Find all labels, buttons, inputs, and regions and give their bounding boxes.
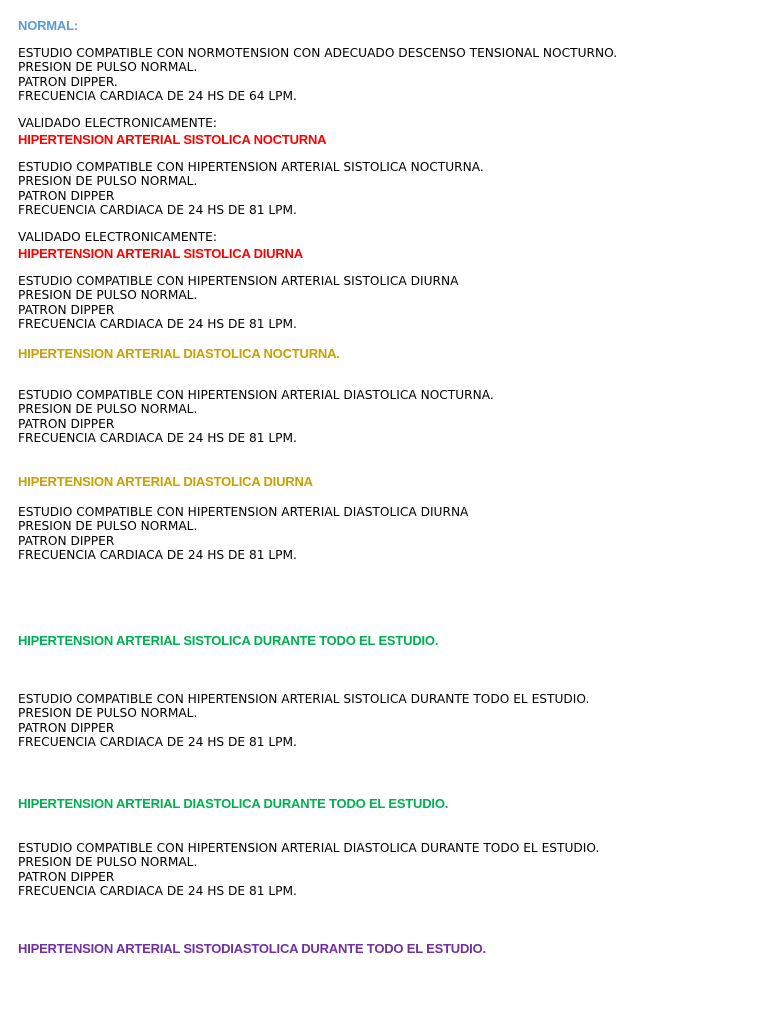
report-line: PATRON DIPPER. (18, 74, 118, 89)
report-line: ESTUDIO COMPATIBLE CON HIPERTENSION ARTERIAL DIASTOLICA NOCTURNA. (18, 388, 494, 402)
report-line: PATRON DIPPER (18, 720, 115, 735)
report-line: PATRON DIPPER (18, 533, 115, 548)
report-line: PATRON DIPPER (18, 416, 115, 431)
heading-sistolica-nocturna: HIPERTENSION ARTERIAL SISTOLICA NOCTURNA (18, 132, 327, 147)
report-line: ESTUDIO COMPATIBLE CON HIPERTENSION ARTERIAL DIASTOLICA DURANTE TODO EL ESTUDIO. (18, 841, 600, 855)
normal-report-text (18, 46, 617, 103)
report-line: FRECUENCIA CARDIACA DE 24 HS DE 81 LPM. (18, 430, 297, 445)
report-line: PRESION DE PULSO NORMAL. (18, 60, 198, 75)
diastolica-nocturna-report-text (18, 388, 494, 445)
report-line: FRECUENCIA CARDIACA DE 24 HS DE 81 LPM. (18, 734, 297, 749)
report-line: FRECUENCIA CARDIACA DE 24 HS DE 64 LPM. (18, 88, 297, 103)
report-line: PATRON DIPPER (18, 869, 115, 884)
report-line: PATRON DIPPER (18, 302, 115, 317)
report-line: PRESION DE PULSO NORMAL. (18, 174, 198, 189)
heading-diastolica-todo-estudio: HIPERTENSION ARTERIAL DIASTOLICA DURANTE TODO EL ESTUDIO. (18, 796, 449, 811)
validated-label: VALIDADO ELECTRONICAMENTE: (18, 230, 217, 244)
report-line: PRESION DE PULSO NORMAL. (18, 706, 198, 721)
report-line: ESTUDIO COMPATIBLE CON HIPERTENSION ARTERIAL SISTOLICA NOCTURNA. (18, 160, 484, 174)
diastolica-diurna-report-text (18, 505, 468, 562)
report-line: PRESION DE PULSO NORMAL. (18, 402, 198, 417)
report-line: PRESION DE PULSO NORMAL. (18, 855, 198, 870)
report-line: PRESION DE PULSO NORMAL. (18, 288, 198, 303)
report-line: PRESION DE PULSO NORMAL. (18, 519, 198, 534)
diastolica-todo-report-text (18, 841, 599, 898)
report-line: ESTUDIO COMPATIBLE CON NORMOTENSION CON ADECUADO DESCENSO TENSIONAL NOCTURNO. (18, 46, 618, 60)
report-line: ESTUDIO COMPATIBLE CON HIPERTENSION ARTERIAL SISTOLICA DURANTE TODO EL ESTUDIO. (18, 692, 590, 706)
validated-label: VALIDADO ELECTRONICAMENTE: (18, 116, 217, 130)
report-line: ESTUDIO COMPATIBLE CON HIPERTENSION ARTERIAL DIASTOLICA DIURNA (18, 505, 469, 519)
report-line: ESTUDIO COMPATIBLE CON HIPERTENSION ARTERIAL SISTOLICA DIURNA (18, 274, 459, 288)
report-line: FRECUENCIA CARDIACA DE 24 HS DE 81 LPM. (18, 316, 297, 331)
sistolica-diurna-report-text (18, 274, 458, 331)
report-line: FRECUENCIA CARDIACA DE 24 HS DE 81 LPM. (18, 883, 297, 898)
report-line: PATRON DIPPER (18, 188, 115, 203)
report-line: FRECUENCIA CARDIACA DE 24 HS DE 81 LPM. (18, 547, 297, 562)
sistolica-nocturna-report-text (18, 160, 484, 217)
heading-normal: NORMAL: (18, 18, 78, 33)
heading-diastolica-nocturna: HIPERTENSION ARTERIAL DIASTOLICA NOCTURNA. (18, 346, 340, 361)
heading-diastolica-diurna: HIPERTENSION ARTERIAL DIASTOLICA DIURNA (18, 474, 313, 489)
sistolica-todo-report-text (18, 692, 589, 749)
heading-sistodiastolica-todo-estudio: HIPERTENSION ARTERIAL SISTODIASTOLICA DURANTE TODO EL ESTUDIO. (18, 941, 486, 956)
report-line: FRECUENCIA CARDIACA DE 24 HS DE 81 LPM. (18, 202, 297, 217)
heading-sistolica-diurna: HIPERTENSION ARTERIAL SISTOLICA DIURNA (18, 246, 303, 261)
heading-sistolica-todo-estudio: HIPERTENSION ARTERIAL SISTOLICA DURANTE TODO EL ESTUDIO. (18, 633, 439, 648)
